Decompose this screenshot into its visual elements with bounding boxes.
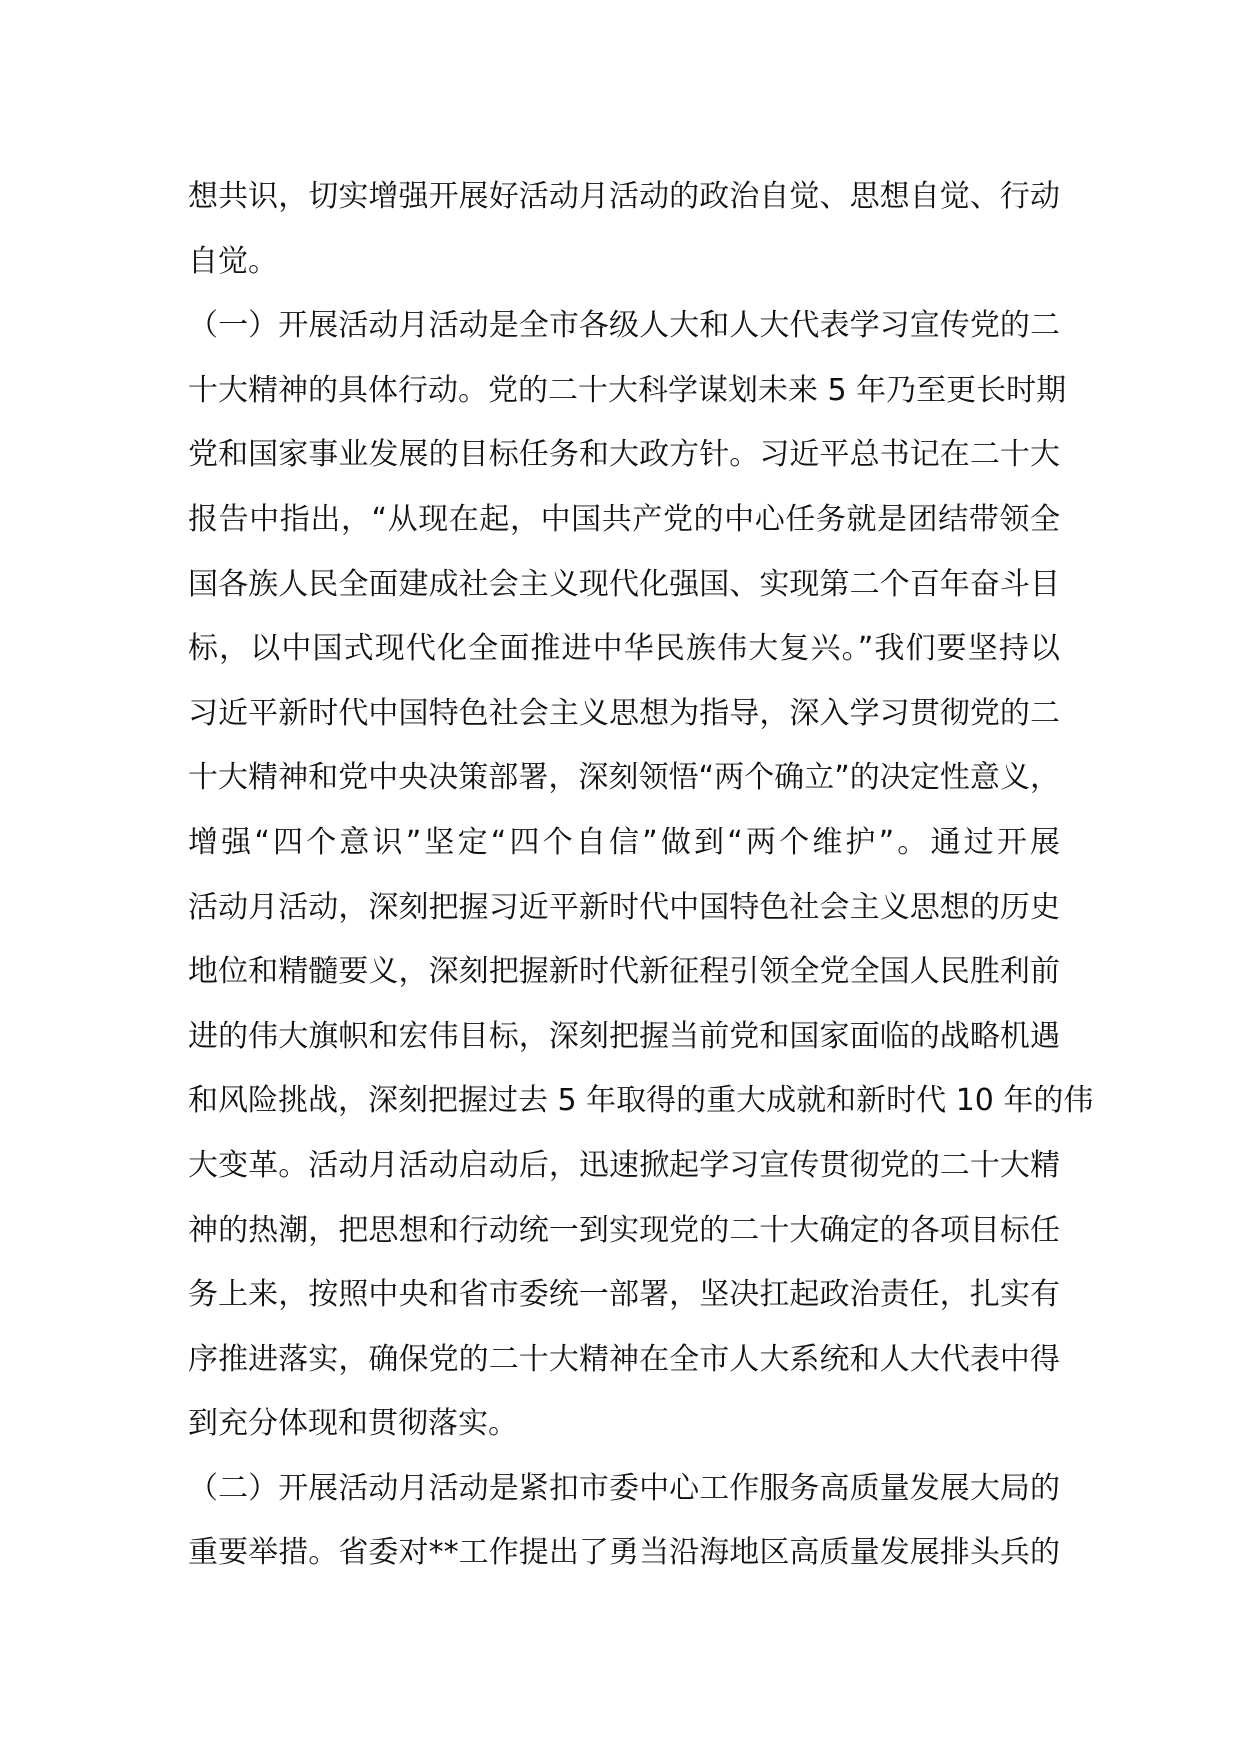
text-line: 国各族人民全面建成社会主义现代化强国、实现第二个百年奋斗目 — [188, 566, 1060, 602]
document-body — [188, 165, 1094, 1586]
text-line: 报告中指出，“从现在起，中国共产党的中心任务就是团结带领全 — [188, 501, 1060, 537]
text-line: 十大精神的具体行动。党的二十大科学谋划未来 5 年乃至更长时期 — [188, 372, 1067, 408]
text-line: 自觉。 — [188, 243, 278, 279]
text-line: 地位和精髓要义，深刻把握新时代新征程引领全党全国人民胜利前 — [188, 954, 1060, 990]
text-line: 进的伟大旗帜和宏伟目标，深刻把握当前党和国家面临的战略机遇 — [188, 1018, 1060, 1054]
text-line: （一）开展活动月活动是全市各级人大和人大代表学习宣传党的二 — [188, 308, 1060, 344]
text-line: 神的热潮，把思想和行动统一到实现党的二十大确定的各项目标任 — [188, 1212, 1060, 1248]
text-line: 十大精神和党中央决策部署，深刻领悟“两个确立”的决定性意义， — [188, 760, 1060, 796]
text-line: 序推进落实，确保党的二十大精神在全市人大系统和人大代表中得 — [188, 1341, 1060, 1377]
text-line: 务上来，按照中央和省市委统一部署，坚决扛起政治责任，扎实有 — [188, 1277, 1060, 1313]
text-line: 党和国家事业发展的目标任务和大政方针。习近平总书记在二十大 — [188, 437, 1060, 473]
text-line: （二）开展活动月活动是紧扣市委中心工作服务高质量发展大局的 — [188, 1470, 1060, 1506]
text-line: 重要举措。省委对**工作提出了勇当沿海地区高质量发展排头兵的 — [188, 1535, 1060, 1571]
text-line: 大变革。活动月活动启动后，迅速掀起学习宣传贯彻党的二十大精 — [188, 1147, 1060, 1183]
text-line: 和风险挑战，深刻把握过去 5 年取得的重大成就和新时代 10 年的伟 — [188, 1083, 1094, 1119]
text-line: 想共识，切实增强开展好活动月活动的政治自觉、思想自觉、行动 — [188, 179, 1060, 214]
text-line: 活动月活动，深刻把握习近平新时代中国特色社会主义思想的历史 — [188, 889, 1060, 925]
text-line: 标，以中国式现代化全面推进中华民族伟大复兴。”我们要坚持以 — [188, 631, 1060, 667]
text-line: 到充分体现和贯彻落实。 — [188, 1406, 518, 1442]
text-line: 习近平新时代中国特色社会主义思想为指导，深入学习贯彻党的二 — [188, 695, 1060, 731]
text-line: 增强“四个意识”坚定“四个自信”做到“两个维护”。通过开展 — [188, 824, 1060, 860]
